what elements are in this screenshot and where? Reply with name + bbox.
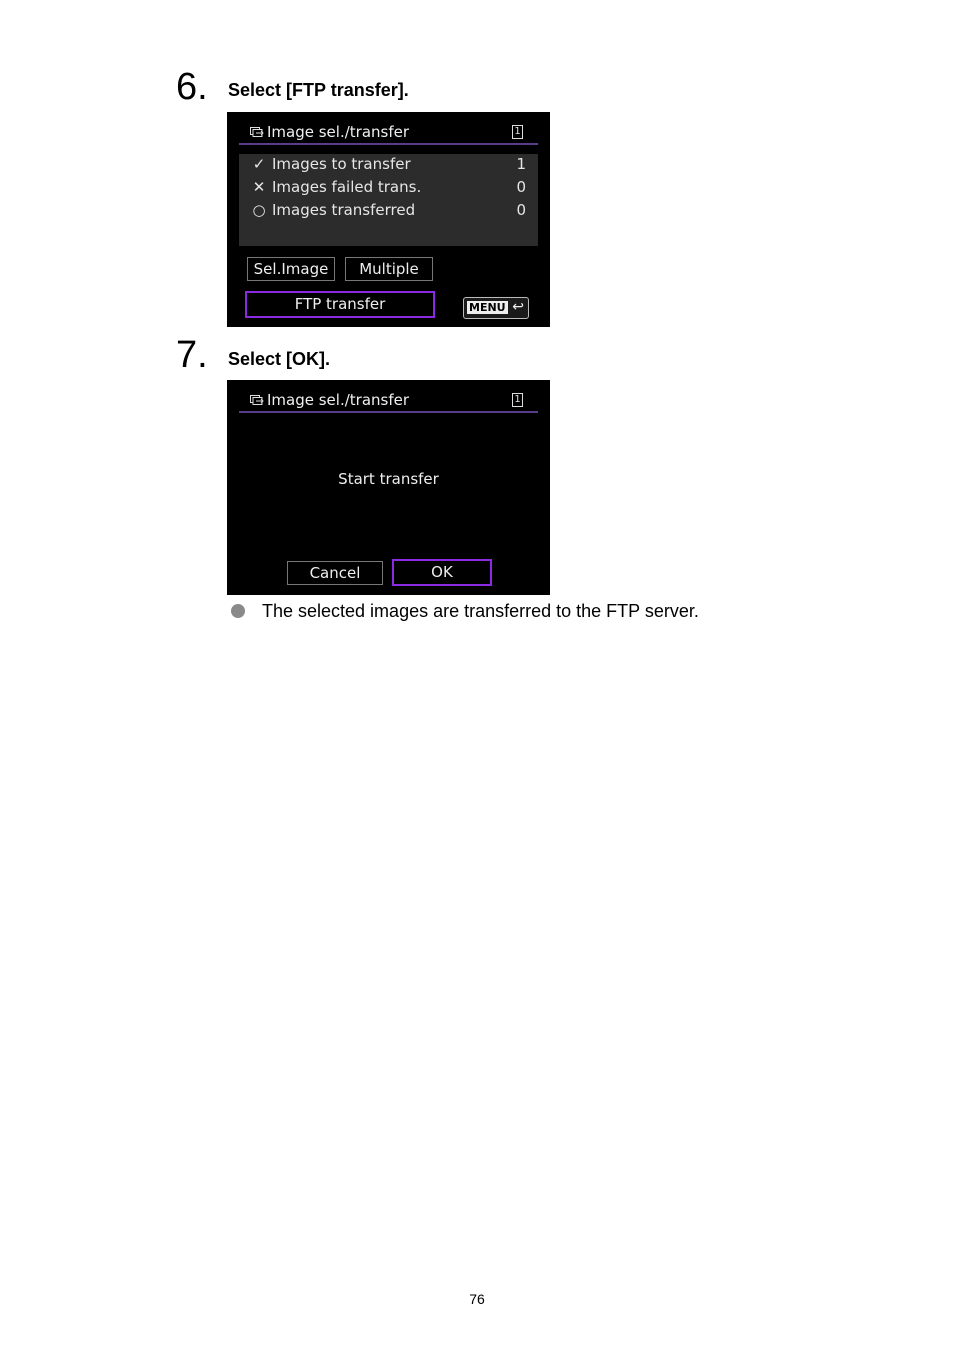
transfer-icon	[250, 127, 264, 137]
step-6-number: 6.	[176, 66, 208, 108]
card-slot-icon: 1	[512, 125, 523, 139]
check-icon: ✓	[252, 155, 266, 173]
title-separator	[239, 143, 538, 145]
status-row-to-transfer	[239, 155, 538, 177]
transfer-icon	[250, 395, 264, 405]
circle-icon: ○	[252, 201, 266, 219]
camera-screen-image-sel-transfer	[227, 112, 550, 327]
menu-back-button[interactable]	[463, 297, 529, 319]
status-count: 0	[516, 178, 526, 196]
step-6-instruction: Select [FTP transfer].	[228, 80, 409, 100]
back-icon: ↩	[512, 299, 524, 315]
cross-icon: ✕	[252, 178, 266, 196]
title-separator	[239, 411, 538, 413]
status-label: Images to transfer	[272, 155, 411, 173]
ok-button[interactable]: OK	[392, 559, 492, 586]
note-text: The selected images are transferred to the FTP server.	[262, 601, 699, 621]
step-7-number: 7.	[176, 334, 208, 376]
camera-screen-start-transfer	[227, 380, 550, 595]
step-7-instruction: Select [OK].	[228, 349, 331, 369]
status-count: 0	[516, 201, 526, 219]
card-slot-icon: 1	[512, 393, 523, 407]
status-label: Images failed trans.	[272, 178, 422, 196]
sel-image-button[interactable]: Sel.Image	[247, 257, 335, 281]
transfer-status-list	[239, 154, 538, 246]
confirm-message: Start transfer	[338, 470, 439, 488]
status-row-failed	[239, 178, 538, 200]
status-row-transferred	[239, 201, 538, 223]
cancel-button[interactable]: Cancel	[287, 561, 383, 585]
bullet-icon	[231, 604, 245, 618]
page-number: 76	[469, 1291, 485, 1307]
ftp-transfer-button[interactable]: FTP transfer	[245, 291, 435, 318]
screen-title: Image sel./transfer	[267, 123, 410, 141]
screen-title: Image sel./transfer	[267, 391, 410, 409]
status-label: Images transferred	[272, 201, 416, 219]
status-count: 1	[516, 155, 526, 173]
multiple-button[interactable]: Multiple	[345, 257, 433, 281]
menu-label: MENU	[469, 301, 506, 314]
